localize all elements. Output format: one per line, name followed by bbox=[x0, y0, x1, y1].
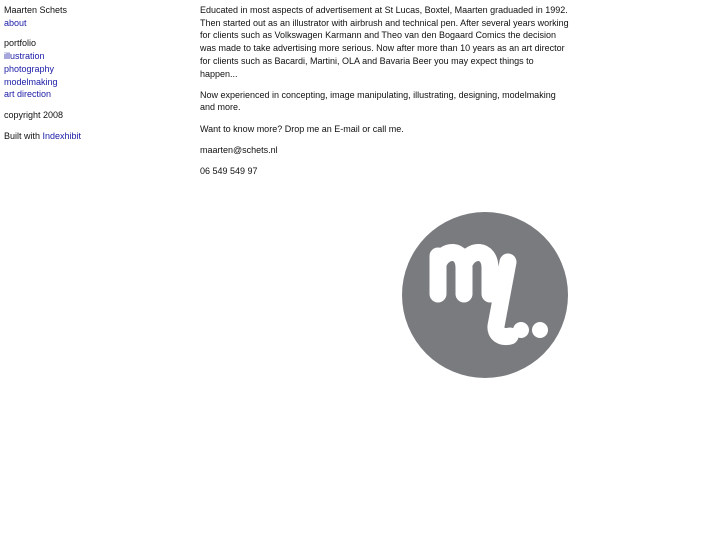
portfolio-section bbox=[4, 37, 184, 101]
portfolio-heading: portfolio bbox=[4, 38, 37, 49]
phone-text: 06 549 549 97 bbox=[200, 166, 258, 177]
portfolio-link-photography[interactable]: photography bbox=[4, 63, 55, 74]
built-with-line bbox=[4, 130, 184, 143]
main-content bbox=[200, 4, 570, 186]
email-text: maarten@schets.nl bbox=[200, 144, 278, 155]
logo-dot-1 bbox=[513, 322, 529, 338]
ml-monogram-logo-icon bbox=[402, 212, 568, 378]
site-title: Maarten Schets bbox=[4, 5, 68, 15]
site-menu-section bbox=[4, 4, 184, 29]
skills-paragraph: Now experienced in concepting, image manipulating, illustrating, designing, modelmaking and more. bbox=[200, 89, 556, 113]
about-link[interactable]: about bbox=[4, 17, 27, 28]
sidebar-menu bbox=[4, 4, 184, 150]
copyright-text: copyright 2008 bbox=[4, 109, 64, 120]
copyright-section bbox=[4, 109, 184, 122]
portfolio-link-art-direction[interactable]: art direction bbox=[4, 89, 52, 100]
logo-dot-2 bbox=[532, 322, 548, 338]
indexhibit-link[interactable]: Indexhibit bbox=[42, 130, 82, 141]
credits-section bbox=[4, 130, 184, 143]
built-with-prefix: Built with bbox=[4, 130, 41, 141]
portfolio-link-modelmaking[interactable]: modelmaking bbox=[4, 76, 58, 87]
contact-paragraph: Want to know more? Drop me an E-mail or call me. bbox=[200, 123, 404, 134]
portfolio-link-illustration[interactable]: illustration bbox=[4, 51, 45, 62]
bio-paragraph: Educated in most aspects of advertisement at St Lucas, Boxtel, Maarten graduaded in 1992. Then started out as an illustrator with airbrush and technical pen. After several years working for clients such as Volkswagen Karmann and Theo van den Bogaard Comics the decision was made to take advertising more serious. Now after more than 10 years as an art director for clients such as Bacardi, Martini, OLA and Bavaria Beer you may expect things to happen... bbox=[200, 5, 569, 79]
